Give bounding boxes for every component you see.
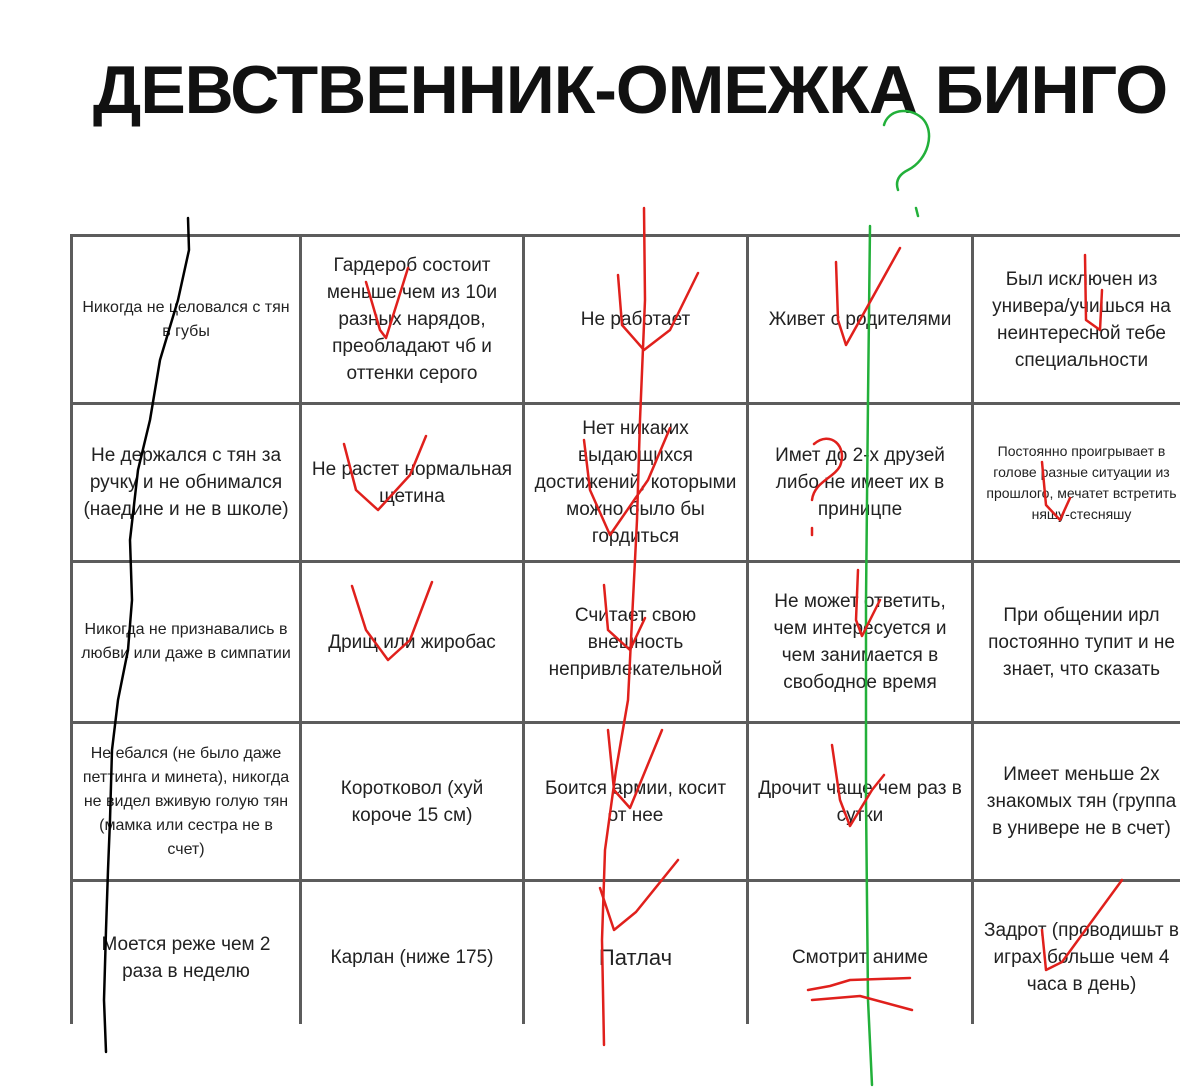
bingo-cell: Боится армии, косит от нее [525, 724, 746, 879]
bingo-cell: Был исключен из универа/учишься на неинтересной тебе специальности [974, 237, 1189, 402]
page-title: ДЕВСТВЕННИК-ОМЕЖКА БИНГО [92, 52, 1168, 128]
bingo-cell: Имет до 2-х друзей либо не имеет их в приницпе [749, 405, 971, 560]
bingo-cell: Не ебался (не было даже петтинга и минета), никогда не видел вживую голую тян (мамка или сестра не в счет) [73, 724, 299, 879]
bingo-grid [70, 234, 1180, 1024]
bingo-cell: Не может ответить, чем интересуется и чем занимается в свободное время [749, 563, 971, 721]
bingo-cell: Не работает [525, 237, 746, 402]
bingo-cell: Никогда не целовался с тян в губы [73, 237, 299, 402]
bingo-cell: Гардероб состоит меньше чем из 10и разных нарядов, преобладают чб и оттенки серого [302, 237, 522, 402]
bingo-cell: Имеет меньше 2х знакомых тян (группа в универе не в счет) [974, 724, 1189, 879]
green-question-dot [916, 208, 918, 216]
bingo-cell: Моется реже чем 2 раза в неделю [73, 882, 299, 1033]
bingo-cell: Живет с родителями [749, 237, 971, 402]
bingo-cell: Смотрит аниме [749, 882, 971, 1033]
bingo-cell: Считает свою внешность непривлекательной [525, 563, 746, 721]
bingo-cell: Постоянно проигрывает в голове разные ситуации из прошлого, мечатет встретить няшу-стесняшу [974, 405, 1189, 560]
bingo-cell: Карлан (ниже 175) [302, 882, 522, 1033]
bingo-cell: Никогда не признавались в любви или даже в симпатии [73, 563, 299, 721]
bingo-cell: Задрот (проводишьт в играх больше чем 4 часа в день) [974, 882, 1189, 1033]
bingo-cell: Дрочит чаще чем раз в сутки [749, 724, 971, 879]
bingo-cell: Патлач [525, 882, 746, 1033]
bingo-cell: Не растет нормальная щетина [302, 405, 522, 560]
bingo-cell: Нет никаких выдающихся достижений, которыми можно было бы гордиться [525, 405, 746, 560]
bingo-cell: При общении ирл постоянно тупит и не знает, что сказать [974, 563, 1189, 721]
bingo-cell: Не держался с тян за ручку и не обнимался (наедине и не в школе) [73, 405, 299, 560]
bingo-cell: Дрищ или жиробас [302, 563, 522, 721]
bingo-cell: Коротковол (хуй короче 15 см) [302, 724, 522, 879]
